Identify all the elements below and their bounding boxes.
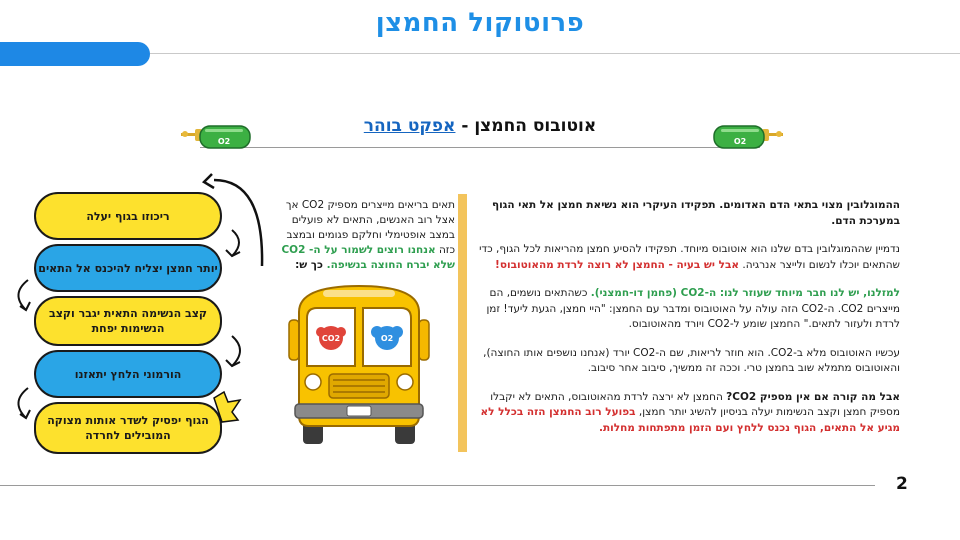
flow-step-5-label: הגוף יפסיק לשדר אותות מצוקה המובילים לחרדה <box>47 414 209 442</box>
flow-step-1-label: ריכוזו בגוף יעלה <box>86 209 170 223</box>
school-bus-illustration <box>283 282 435 446</box>
flow-arrows <box>0 170 280 460</box>
oxygen-tank-right-label: O2 <box>733 137 747 146</box>
healthy-cells-text <box>275 198 455 273</box>
bohr-effect-link[interactable]: אפקט בוהר <box>363 116 456 136</box>
paragraph-low-co2-warning: בפועל רוב החמצן הזה בכלל לא מגיע אל התאים, הגוף נכנס ללחץ ועם הזמן מתפתחות מחלות. <box>480 406 900 434</box>
burst-decoration-icon <box>214 392 240 422</box>
healthy-cells-body: תאים בריאים מייצרים מספיק CO2 אך אצל רוב האנשים, התאים לא פועלים במצב אופטימלי וחלקם פגומים ובמצב כזה <box>285 199 455 256</box>
oxygen-tank-right-icon <box>706 120 784 156</box>
header-divider <box>150 53 960 54</box>
paragraph-low-co2-text: החמצן לא ירצה לרדת מהאוטובוס, התאים לא יקבלו מספיק חמצן וקצב הנשימות יעלה בניסיון להשיג יותר חמצן, <box>490 390 900 418</box>
oxygen-tank-left-icon <box>180 120 258 156</box>
page-number: 2 <box>896 474 908 494</box>
paragraph-co2-friend <box>470 286 900 333</box>
paragraph-bus-analogy <box>470 242 900 273</box>
paragraph-hemoglobin: ההמוגלובין מצוי בתאי הדם האדומים. תפקידו העיקרי הוא נשיאת חמצן אל תאי הגוף במערכת הדם. <box>491 199 900 227</box>
header-accent-tab <box>0 42 150 66</box>
flow-step-4-label: הורמוני הלחץ יתאזנו <box>74 367 182 381</box>
paragraph-cycle: עכשיו האוטובוס מלא ב-CO2. הוא חוזר לריאות, שם ה-CO2 יורד (אנחנו נושפים אותו החוצה), והאוטובוס מתמלא שוב בחמצן טרי. וככה זה ממשיך, סיבוב אחר סיבוב. <box>483 346 900 374</box>
paragraph-co2-highlight: למזלנו, יש לנו חבר מיוחד שעוזר לנו: ה-CO2 (פחמן דו-חמצני). <box>590 287 900 299</box>
explanation-column <box>470 198 900 449</box>
section-title <box>300 116 660 136</box>
oxygen-tank-left-label: O2 <box>217 137 231 146</box>
flow-step-2-label: יותר חמצן יצליח להיכנס אל התאים <box>38 261 218 275</box>
page-title: פרוטוקול החמצן <box>375 8 585 38</box>
column-divider-bar <box>458 194 467 452</box>
footer-divider <box>0 485 875 486</box>
arrow-step-2-to-3-icon <box>18 280 28 310</box>
paragraph-bus-problem: אבל יש בעיה - החמצן לא רוצה לרדת מהאוטובוס! <box>495 258 740 271</box>
flow-step-3-label: קצב הנשימה התאית יגבר וקצב הנשימות יפחת <box>48 307 208 335</box>
bus-window-co2-label: CO2 <box>321 334 341 343</box>
section-title-prefix: אוטובוס החמצן - <box>455 116 597 136</box>
section-title-underline <box>200 147 760 148</box>
healthy-cells-highlight: אנחנו רוצים לשמור על ה- CO2 שלא יברח החוצה בנשיפה. <box>281 244 455 271</box>
paragraph-low-co2 <box>470 390 900 437</box>
paragraph-bus-text: נדמיין שההמוגלובין בדם שלנו הוא אוטובוס מיוחד. תפקידו להסיע חמצן מהריאות לכל הגוף, כדי שהתאים יוכלו לנשום ולייצר אנרגיה. <box>479 243 900 271</box>
paragraph-low-co2-question: אבל מה קורה אם אין מספיק CO2? <box>726 390 900 403</box>
paragraph-co2-text: כשהתאים נושמים, הם מייצרים CO2. ה-CO2 הזה עולה על האוטובוס ומדבר עם החמצן: "היי חמצן, הגעת ליעד! זמן לרדת ולעזור לתאים." החמצן שומע ל-CO2 ויורד מהאוטובוס. <box>486 287 900 330</box>
arrow-step-4-to-5-icon <box>18 388 28 418</box>
bus-window-o2-label: O2 <box>380 334 394 343</box>
healthy-cells-lead: כך ש: <box>295 259 327 271</box>
